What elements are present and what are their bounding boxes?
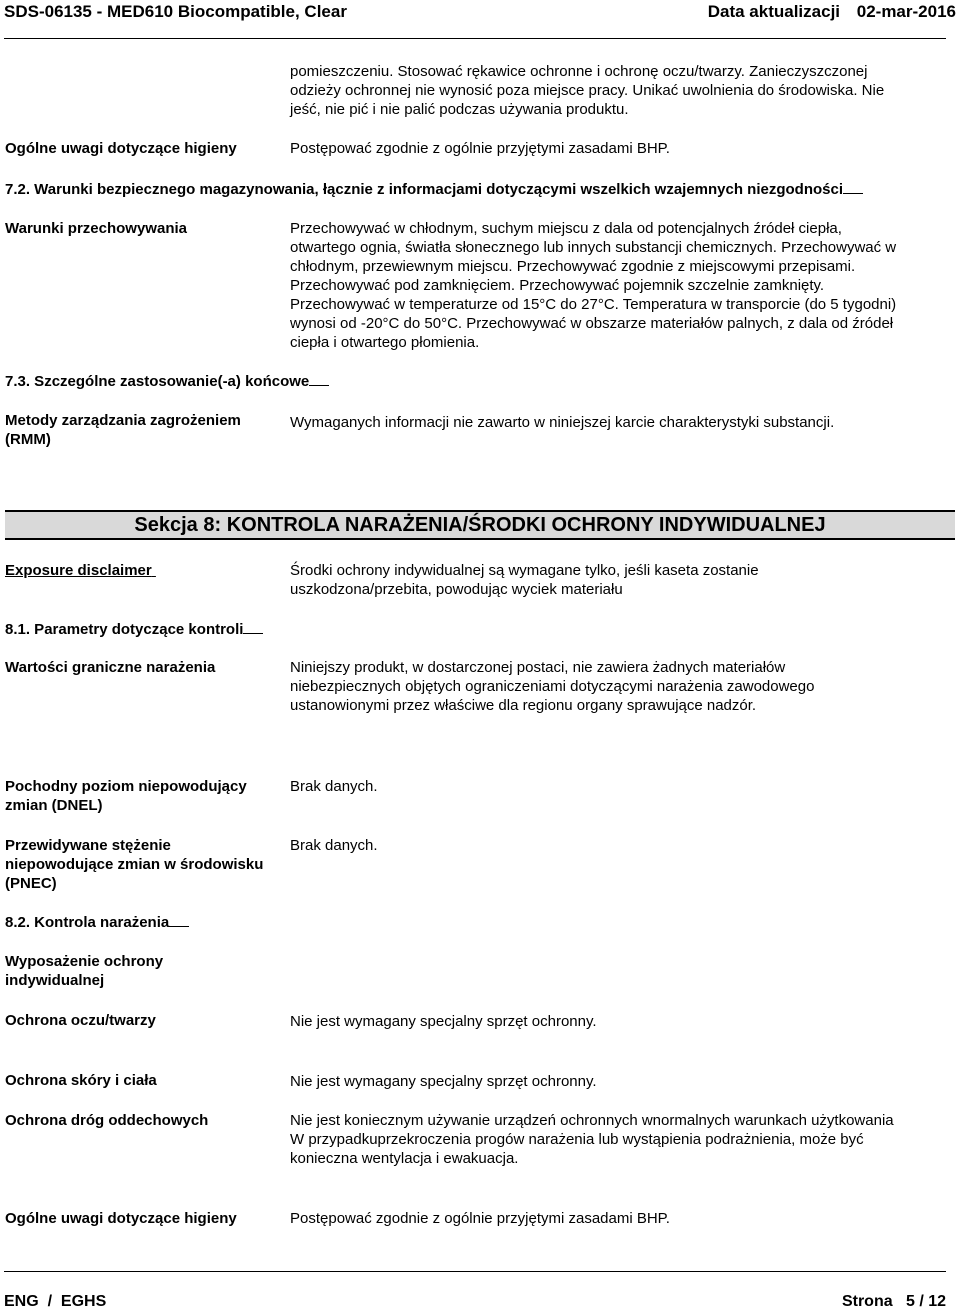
continuation-text: pomieszczeniu. Stosować rękawice ochronne i ochronę oczu/twarzy. Zanieczyszczonej odzieży ochronnej nie wynosić poza miejsce pracy. Unikać uwolnienia do środowiska. Nie jeść, nie pić i nie palić podczas używania produktu. bbox=[290, 63, 885, 118]
page-number bbox=[842, 1292, 946, 1312]
hygiene-value-top: Postępować zgodnie z ogólnie przyjętymi zasadami BHP. bbox=[290, 140, 670, 157]
revision-date bbox=[708, 1, 956, 23]
storage-conditions-label: Warunki przechowywania bbox=[5, 220, 187, 237]
pnec-value: Brak danych. bbox=[290, 837, 378, 854]
exposure-limits-label: Wartości graniczne narażenia bbox=[5, 659, 216, 676]
eye-protection-value: Nie jest wymagany specjalny sprzęt ochronny. bbox=[290, 1013, 597, 1030]
respiratory-protection-text: Nie jest koniecznym używanie urządzeń ochronnych wnormalnych warunkach użytkowania W przypadkuprzekroczenia progów narażenia lub wystąpienia podrażnienia, może być konieczna wentylacja i ewakuacja. bbox=[290, 1112, 894, 1167]
dnel-value: Brak danych. bbox=[290, 778, 378, 795]
eye-protection-label: Ochrona oczu/twarzy bbox=[5, 1012, 156, 1029]
exposure-limits-text: Niniejszy produkt, w dostarczonej postaci, nie zawiera żadnych materiałów niebezpiecznych objętych ograniczeniami dotyczącymi narażenia zawodowego ustanowionymi przez właściwe dla regionu organy sprawujące nadzór. bbox=[290, 659, 815, 714]
page-value: 5 / 12 bbox=[905, 1293, 946, 1310]
footer-divider bbox=[4, 1271, 946, 1272]
header-divider bbox=[4, 38, 946, 39]
hygiene-label-bottom: Ogólne uwagi dotyczące higieny bbox=[5, 1210, 237, 1227]
section-7-3-heading: 7.3. Szczególne zastosowanie(-a) końcowe bbox=[5, 371, 329, 391]
section-8-banner bbox=[5, 510, 955, 540]
revision-date-value: 02-mar-2016 bbox=[856, 2, 956, 21]
respiratory-protection-label: Ochrona dróg oddechowych bbox=[5, 1112, 209, 1129]
footer-locale: ENG / EGHS bbox=[4, 1293, 107, 1310]
rmm-label: Metody zarządzania zagrożeniem (RMM) bbox=[5, 412, 241, 448]
section-8-2-heading: 8.2. Kontrola narażenia bbox=[5, 912, 189, 932]
hygiene-value-bottom: Postępować zgodnie z ogólnie przyjętymi zasadami BHP. bbox=[290, 1210, 670, 1227]
section-8-title: Sekcja 8: KONTROLA NARAŻENIA/ŚRODKI OCHRONY INDYWIDUALNEJ bbox=[134, 514, 826, 536]
dnel-label: Pochodny poziom niepowodujący zmian (DNEL) bbox=[5, 778, 247, 814]
section-8-1-heading: 8.1. Parametry dotyczące kontroli bbox=[5, 619, 263, 639]
document-id: SDS-06135 - MED610 Biocompatible, Clear bbox=[4, 2, 347, 21]
exposure-disclaimer-text: Środki ochrony indywidualnej są wymagane tylko, jeśli kaseta zostanie uszkodzona/przebita, powodując wyciek materiału bbox=[290, 562, 759, 598]
pnec-label: Przewidywane stężenie niepowodujące zmian w środowisku (PNEC) bbox=[5, 837, 264, 892]
revision-date-label: Data aktualizacji bbox=[707, 2, 841, 21]
ppe-label: Wyposażenie ochrony indywidualnej bbox=[5, 953, 164, 989]
section-7-2-heading: 7.2. Warunki bezpiecznego magazynowania, łącznie z informacjami dotyczącymi wszelkich wzajemnych niezgodności bbox=[5, 179, 950, 199]
skin-protection-value: Nie jest wymagany specjalny sprzęt ochronny. bbox=[290, 1073, 597, 1090]
rmm-value: Wymaganych informacji nie zawarto w niniejszej karcie charakterystyki substancji. bbox=[290, 414, 835, 431]
skin-protection-label: Ochrona skóry i ciała bbox=[5, 1072, 157, 1089]
exposure-disclaimer-label: Exposure disclaimer bbox=[5, 562, 152, 579]
page-header bbox=[4, 0, 956, 24]
storage-conditions-text: Przechowywać w chłodnym, suchym miejscu z dala od potencjalnych źródeł ciepła, otwartego ognia, światła słonecznego lub innych substancji chemicznych. Przechowywać w chłodnym, przewiewnym miejscu. Przechowywać zgodnie z miejscowymi przepisami. Przechowywać pod zamknięciem. Przechowywać pojemnik szczelnie zamknięty. Przechowywać w temperaturze od 15°C do 27°C. Temperatura w transporcie (do 5 tygodni) wynosi od -20°C do 50°C. Przechowywać w obszarze materiałów palnych, z dala od źródeł ciepła i otwartego płomienia. bbox=[290, 220, 897, 351]
hygiene-label-top: Ogólne uwagi dotyczące higieny bbox=[5, 140, 237, 157]
page-label: Strona bbox=[841, 1293, 893, 1310]
